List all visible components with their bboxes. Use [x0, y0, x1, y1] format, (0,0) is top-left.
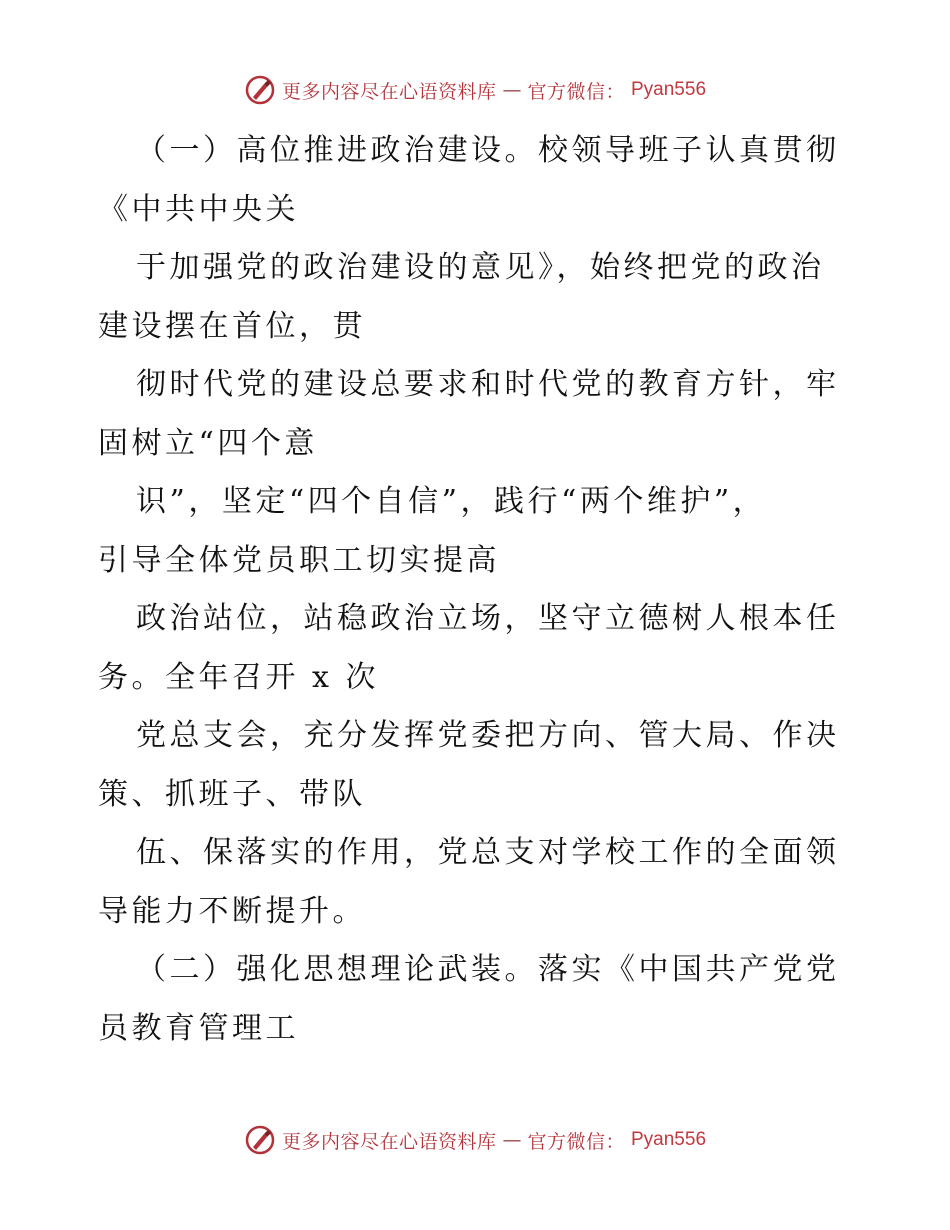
text-line: 引导全体党员职工切实提高	[98, 542, 500, 578]
text-line: （二）强化思想理论武装。落实《中国共产党党	[136, 952, 840, 987]
text-line: 于加强党的政治建设的意见》，始终把党的政治	[136, 250, 825, 285]
watermark-wechat-id: Pyan556	[631, 1129, 707, 1150]
text-line: 党总支会，充分发挥党委把方向、管大局、作决	[136, 718, 840, 753]
text-line: 识”，坚定“四个自信”，践行“两个维护”，	[136, 484, 767, 519]
text-line: 策、抓班子、带队	[98, 776, 366, 812]
watermark-separator: —	[502, 79, 522, 101]
text-line: 务。全年召开 x 次	[98, 659, 379, 695]
pen-logo-icon	[244, 74, 276, 106]
text-line: 固树立“四个意	[98, 425, 318, 461]
text-line: 导能力不断提升。	[98, 893, 366, 929]
text-line: 员教育管理工	[98, 1010, 299, 1046]
footer-watermark	[0, 1120, 950, 1160]
watermark-wechat-id: Pyan556	[631, 79, 707, 100]
text-line: （一）高位推进政治建设。校领导班子认真贯彻	[136, 133, 840, 168]
header-watermark	[0, 70, 950, 110]
document-body	[98, 122, 858, 1058]
watermark-wechat-label: 官方微信：	[527, 80, 625, 103]
watermark-text: 更多内容尽在心语资料库	[281, 1130, 497, 1153]
text-line: 《中共中央关	[98, 191, 299, 227]
watermark-wechat-label: 官方微信：	[527, 1130, 625, 1153]
pen-logo-icon	[244, 1124, 276, 1156]
watermark-separator: —	[502, 1129, 522, 1151]
watermark-text: 更多内容尽在心语资料库	[281, 80, 497, 103]
text-line: 政治站位，站稳政治立场，坚守立德树人根本任	[136, 601, 840, 636]
text-line: 彻时代党的建设总要求和时代党的教育方针，牢	[136, 367, 840, 402]
text-line: 建设摆在首位，贯	[98, 308, 366, 344]
text-line: 伍、保落实的作用，党总支对学校工作的全面领	[136, 835, 840, 870]
